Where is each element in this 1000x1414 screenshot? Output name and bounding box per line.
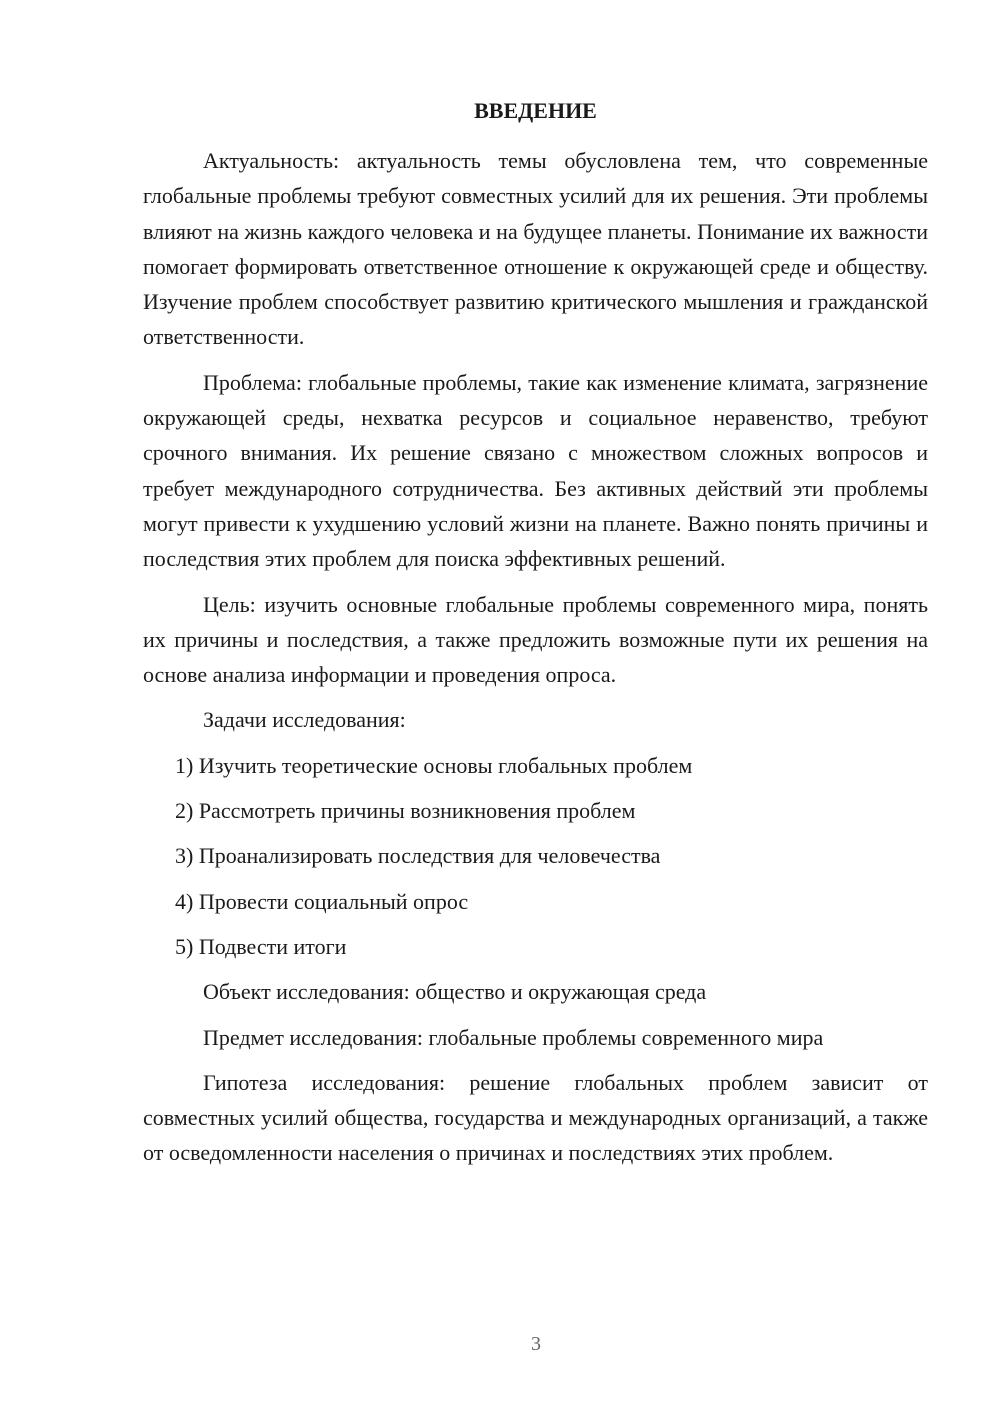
list-item: 1) Изучить теоретические основы глобальных проблем	[175, 752, 693, 778]
list-item: 5) Подвести итоги	[175, 933, 347, 959]
problem-paragraph: Проблема: глобальные проблемы, такие как изменение климата, загрязнение окружающей среды, нехватка ресурсов и социальное неравенство, требуют срочного внимания. Их решение связано с множеством сложных вопросов и требует международного сотрудничества. Без активных действий эти проблемы могут привести к ухудшению условий жизни на планете. Важно понять причины и последствия этих проблем для поиска эффективных решений.	[143, 369, 928, 572]
object-paragraph: Объект исследования: общество и окружающая среда	[203, 979, 707, 1005]
page-title: ВВЕДЕНИЕ	[474, 98, 597, 123]
list-item: 3) Проанализировать последствия для человечества	[175, 843, 661, 869]
hypothesis-paragraph: Гипотеза исследования: решение глобальных проблем зависит от совместных усилий общества, государства и международных организаций, а также от осведомленности населения о причинах и последствиях этих проблем.	[143, 1069, 928, 1166]
tasks-list	[143, 748, 928, 964]
tasks-heading: Задачи исследования:	[203, 707, 406, 733]
document-body	[143, 143, 928, 1171]
goal-paragraph: Цель: изучить основные глобальные проблемы современного мира, понять их причины и последствия, а также предложить возможные пути их решения на основе анализа информации и проведения опроса.	[143, 591, 928, 688]
relevance-paragraph: Актуальность: актуальность темы обусловлена тем, что современные глобальные проблемы требуют совместных усилий для их решения. Эти проблемы влияют на жизнь каждого человека и на будущее планеты. Понимание их важности помогает формировать ответственное отношение к окружающей среде и обществу. Изучение проблем способствует развитию критического мышления и гражданской ответственности.	[143, 148, 928, 350]
subject-paragraph: Предмет исследования: глобальные проблемы современного мира	[203, 1024, 824, 1050]
list-item: 4) Провести социальный опрос	[175, 888, 469, 914]
page-number: 3	[531, 1333, 541, 1355]
list-item: 2) Рассмотреть причины возникновения проблем	[175, 798, 636, 824]
